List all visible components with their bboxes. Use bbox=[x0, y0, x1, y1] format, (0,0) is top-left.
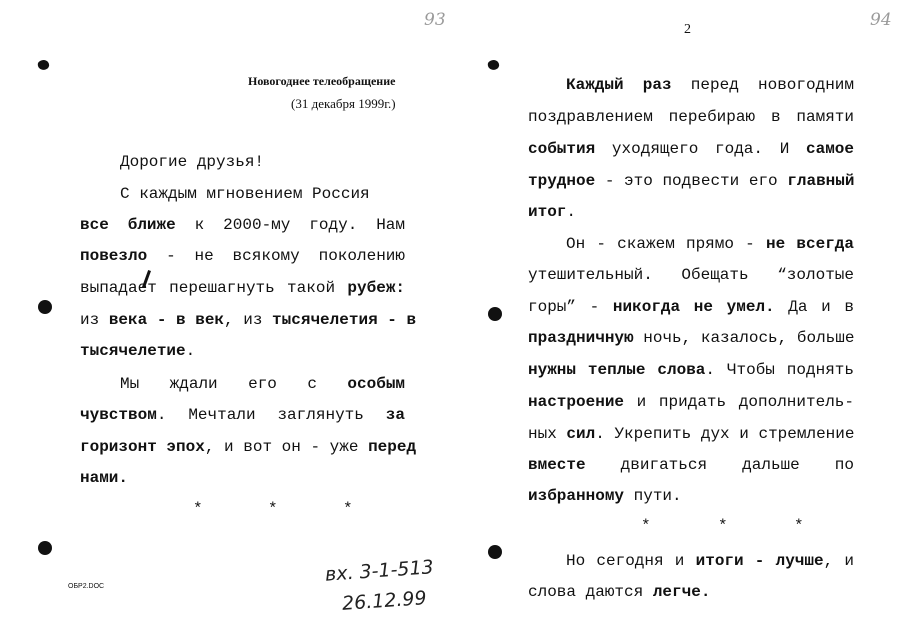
text-line: поздравлением перебираю в памяти bbox=[528, 108, 854, 126]
archive-number-right: 94 bbox=[870, 10, 892, 30]
page-number: 2 bbox=[684, 22, 691, 37]
separator-star: * bbox=[718, 517, 728, 535]
scan-mark bbox=[37, 58, 51, 71]
text-line: утешительный. Обещать “золотые bbox=[528, 266, 854, 284]
text-line: С каждым мгновением Россия bbox=[120, 185, 370, 203]
text-line: из века - в век, из тысячелетия - в bbox=[80, 311, 417, 329]
text-line: ных сил. Укрепить дух и стремление bbox=[528, 425, 855, 443]
text-line: горы” - никогда не умел. Да и в bbox=[528, 298, 854, 316]
greeting: Дорогие друзья! bbox=[120, 153, 265, 171]
text-line: тысячелетие. bbox=[80, 342, 196, 360]
text-line: Но сегодня и итоги - лучше, и bbox=[566, 552, 855, 570]
hole-punch bbox=[38, 541, 52, 555]
text-line: повезло - не всякому поколению bbox=[80, 247, 405, 265]
archive-number-left: 93 bbox=[424, 10, 446, 30]
handwritten-registration: вх. 3-1-513 bbox=[324, 556, 435, 586]
document-date: (31 декабря 1999г.) bbox=[291, 96, 396, 111]
text-line: события уходящего года. И самое bbox=[528, 140, 854, 158]
text-line: Он - скажем прямо - не всегда bbox=[566, 235, 855, 253]
separator-star: * bbox=[794, 517, 804, 535]
text-line: настроение и придать дополнитель- bbox=[528, 393, 854, 411]
text-line: Каждый раз перед новогодним bbox=[566, 76, 855, 94]
text-line: избранному пути. bbox=[528, 487, 682, 505]
text-line: слова даются легче. bbox=[528, 583, 711, 601]
text-line: вместе двигаться дальше по bbox=[528, 456, 854, 474]
text-line: выпадает перешагнуть такой рубеж: bbox=[80, 279, 406, 297]
document-title: Новогоднее телеобращение bbox=[248, 74, 396, 88]
text-line: все ближе к 2000-му году. Нам bbox=[80, 216, 406, 234]
scan-mark bbox=[487, 58, 501, 71]
text-line: нами. bbox=[80, 469, 129, 487]
text-line: нужны теплые слова. Чтобы поднять bbox=[528, 361, 854, 379]
hole-punch bbox=[488, 307, 502, 321]
hole-punch bbox=[38, 300, 52, 314]
text-line: праздничную ночь, казалось, больше bbox=[528, 329, 855, 347]
text-line: итог. bbox=[528, 203, 577, 221]
text-line: трудное - это подвести его главный bbox=[528, 172, 855, 190]
text-line: чувством. Мечтали заглянуть за bbox=[80, 406, 405, 424]
hole-punch bbox=[488, 545, 502, 559]
separator-star: * bbox=[268, 500, 278, 518]
text-line: Мы ждали его с особым bbox=[120, 375, 406, 393]
handwritten-date: 26.12.99 bbox=[341, 587, 428, 615]
separator-star: * bbox=[641, 517, 651, 535]
file-name: ОБР2.DOC bbox=[68, 583, 105, 590]
separator-star: * bbox=[193, 500, 203, 518]
separator-star: * bbox=[343, 500, 353, 518]
text-line: горизонт эпох, и вот он - уже перед bbox=[80, 438, 417, 456]
